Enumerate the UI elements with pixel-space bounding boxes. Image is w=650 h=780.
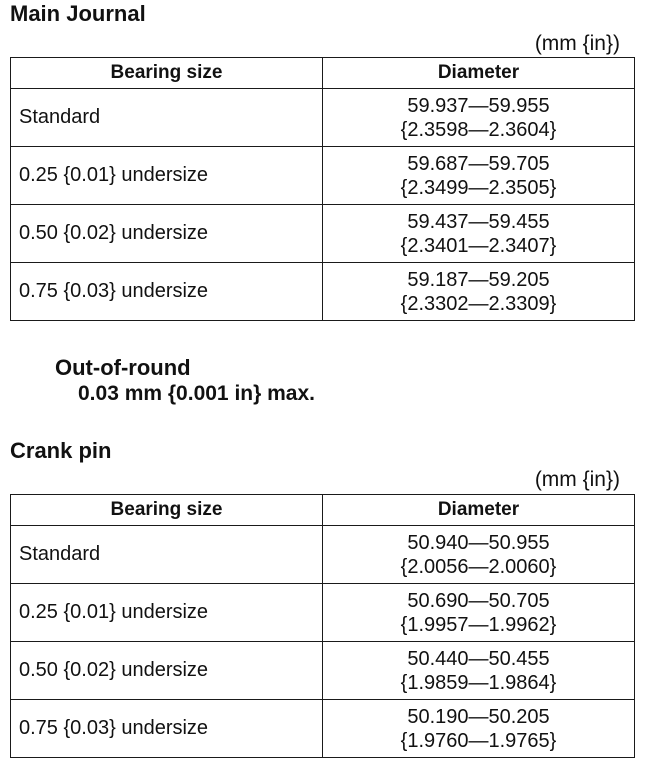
diameter-cell [323,526,635,584]
bearing-size-cell: 0.75 {0.03} undersize [11,700,323,758]
diameter-in: {2.3598—2.3604} [400,118,557,141]
bearing-size-header: Bearing size [11,58,323,89]
diameter-in: {1.9859—1.9864} [400,671,557,694]
bearing-size-header: Bearing size [11,495,323,526]
table-row [11,147,635,205]
diameter-cell [323,584,635,642]
main-journal-units: (mm {in}) [534,32,620,55]
bearing-size-cell: 0.75 {0.03} undersize [11,263,323,321]
diameter-mm: 59.687—59.705 [407,152,550,175]
table-row [11,584,635,642]
diameter-cell [323,205,635,263]
diameter-header: Diameter [323,495,635,526]
crank-pin-title: Crank pin [10,438,112,463]
table-row [11,700,635,758]
diameter-in: {1.9760—1.9765} [400,729,557,752]
main-journal-table [10,57,635,321]
diameter-header: Diameter [323,58,635,89]
diameter-mm: 59.187—59.205 [407,268,550,291]
table-row [11,526,635,584]
diameter-mm: 50.690—50.705 [407,589,550,612]
main-journal-title: Main Journal [10,1,146,26]
table-header-row [11,495,635,526]
diameter-mm: 59.437—59.455 [407,210,550,233]
diameter-cell [323,642,635,700]
diameter-cell [323,700,635,758]
diameter-cell [323,147,635,205]
diameter-in: {2.3302—2.3309} [400,292,557,315]
diameter-in: {2.3401—2.3407} [400,234,557,257]
bearing-size-cell: Standard [11,89,323,147]
out-of-round-value: 0.03 mm {0.001 in} max. [78,382,315,405]
crank-pin-table [10,494,635,758]
bearing-size-cell: 0.50 {0.02} undersize [11,205,323,263]
bearing-size-cell: 0.50 {0.02} undersize [11,642,323,700]
out-of-round-label: Out-of-round [55,355,191,380]
bearing-size-cell: 0.25 {0.01} undersize [11,147,323,205]
table-header-row [11,58,635,89]
table-row [11,89,635,147]
bearing-size-cell: Standard [11,526,323,584]
diameter-cell [323,89,635,147]
diameter-in: {2.3499—2.3505} [400,176,557,199]
bearing-size-cell: 0.25 {0.01} undersize [11,584,323,642]
diameter-mm: 50.440—50.455 [407,647,550,670]
table-row [11,642,635,700]
diameter-mm: 50.940—50.955 [407,531,550,554]
table-row [11,263,635,321]
diameter-in: {2.0056—2.0060} [400,555,557,578]
diameter-cell [323,263,635,321]
diameter-in: {1.9957—1.9962} [400,613,557,636]
diameter-mm: 50.190—50.205 [407,705,550,728]
diameter-mm: 59.937—59.955 [407,94,550,117]
crank-pin-units: (mm {in}) [534,468,620,491]
table-row [11,205,635,263]
